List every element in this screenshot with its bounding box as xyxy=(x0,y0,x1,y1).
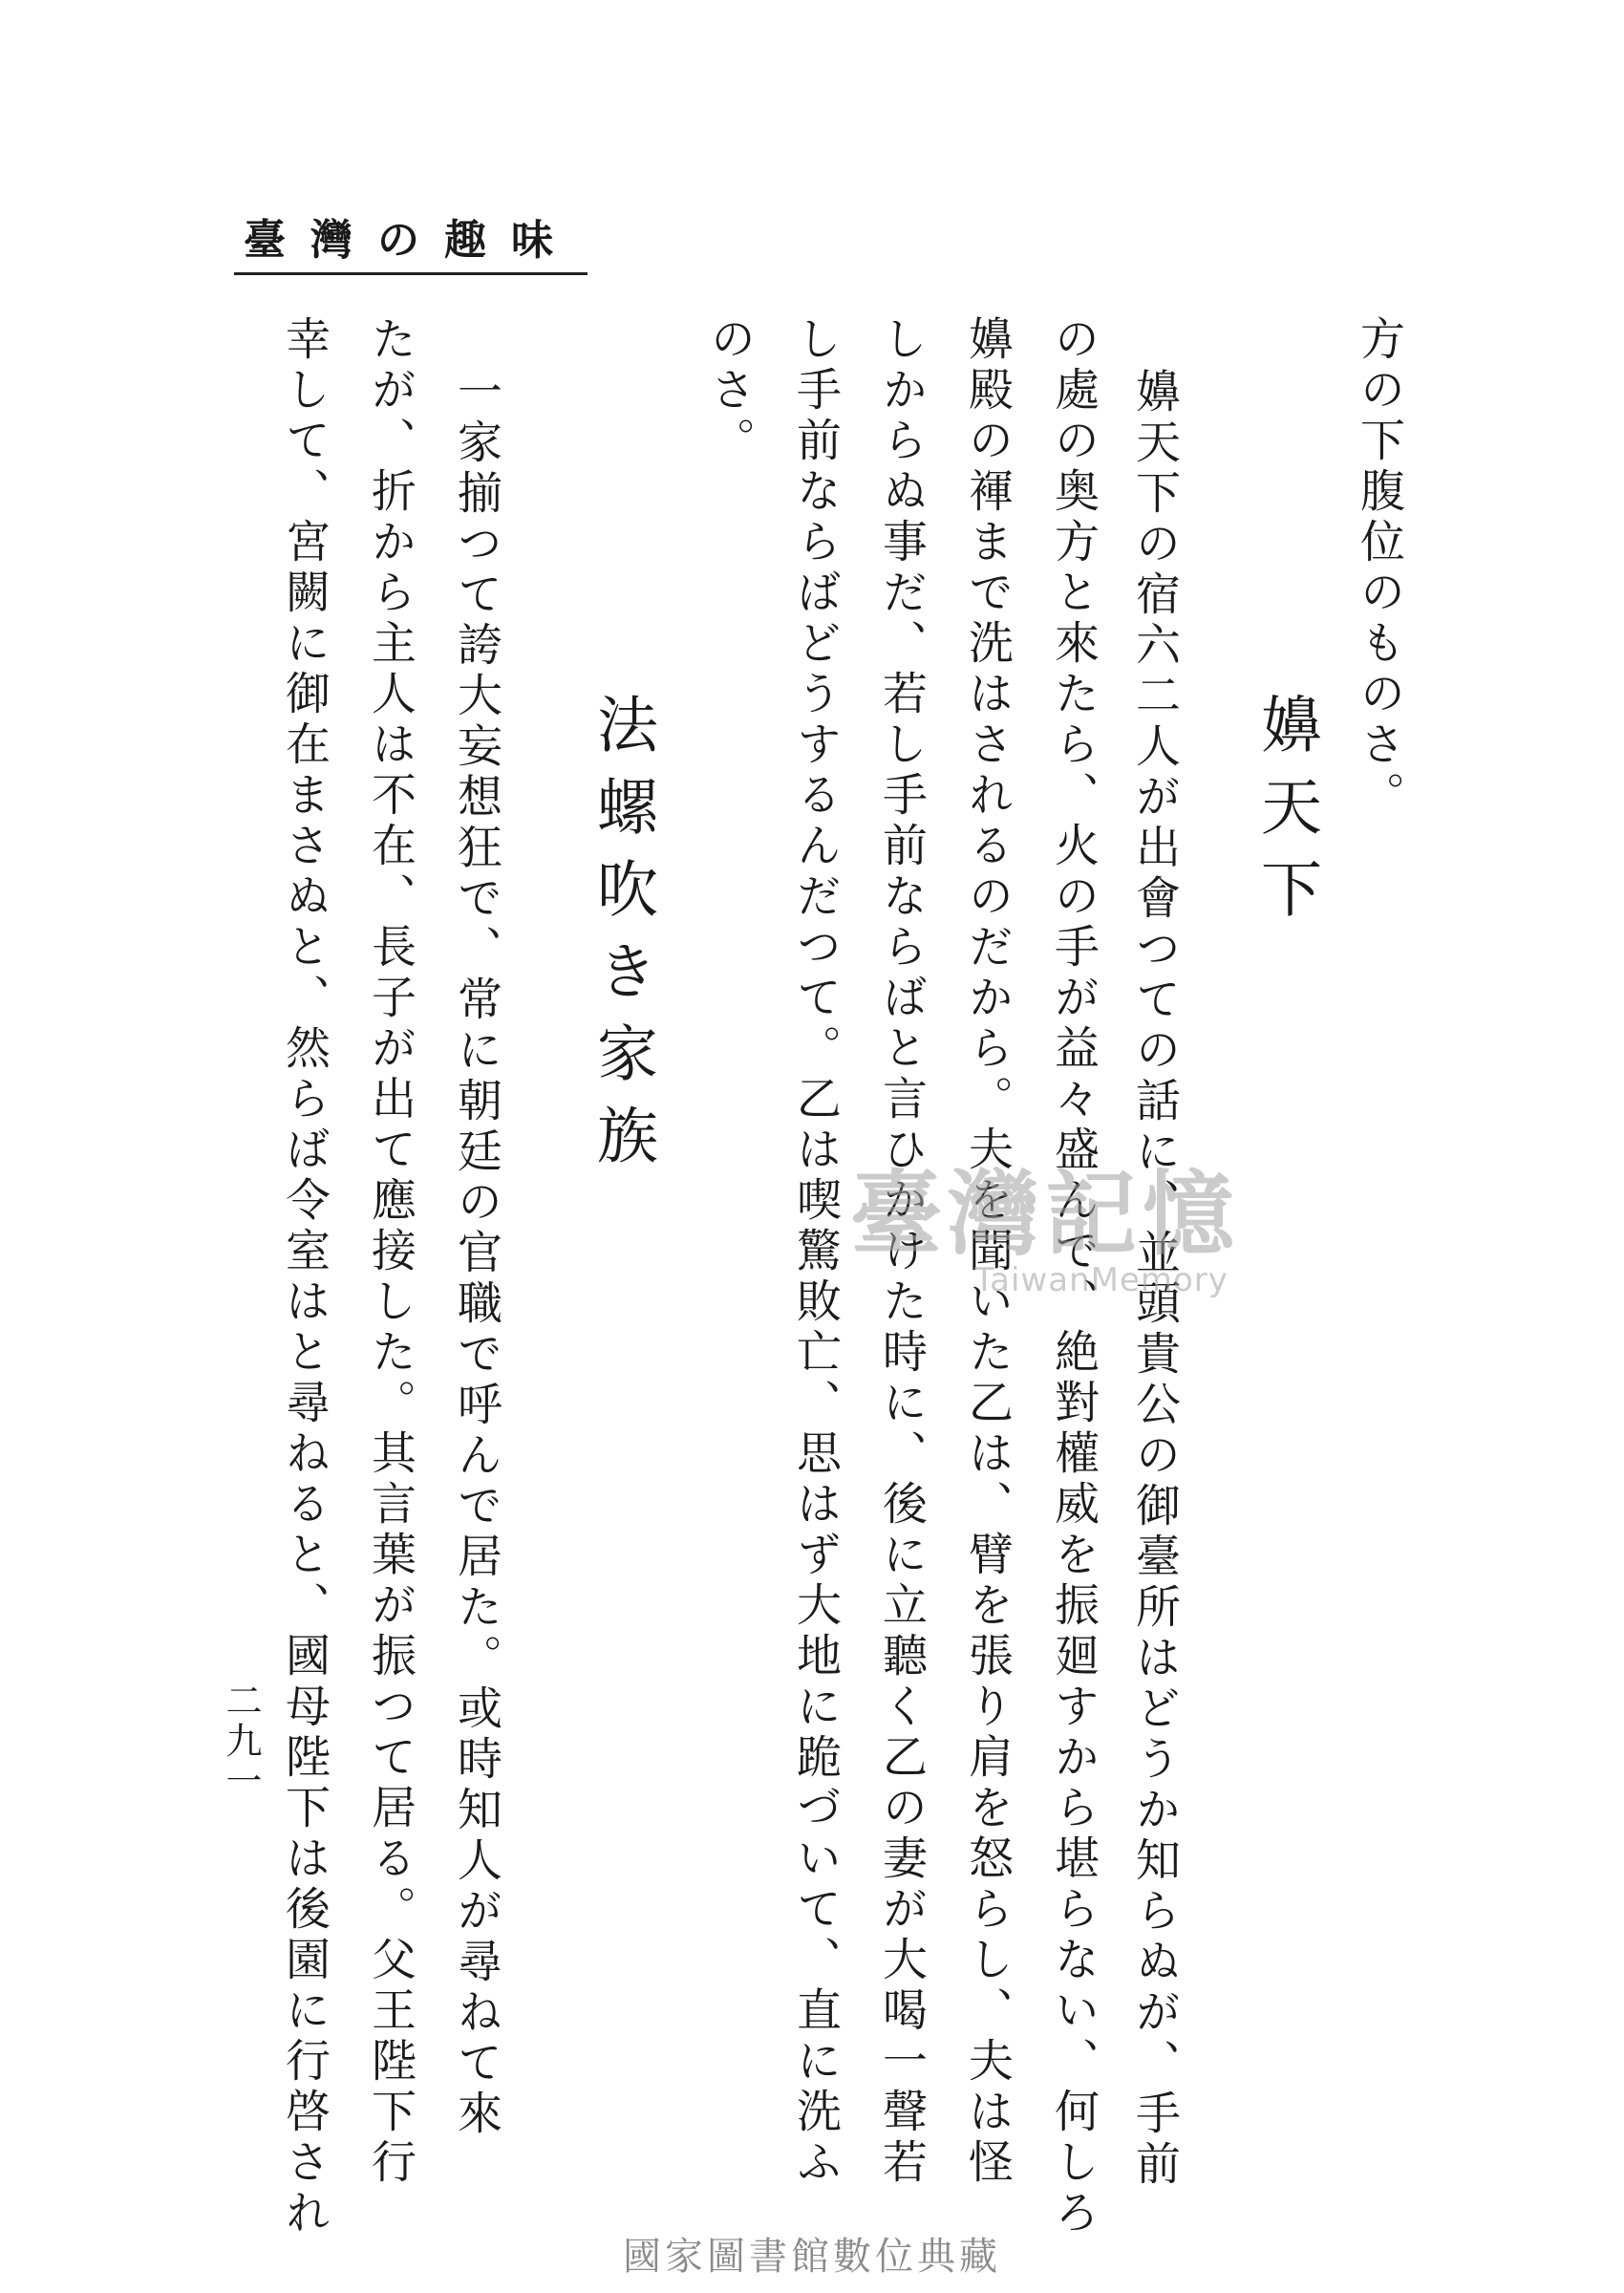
footer-credit: 國家圖書館數位典藏 xyxy=(623,2235,1001,2279)
text-line: 一家揃つて誇大妄想狂で、常に朝廷の官職で呼んで居た。或時知人が尋ねて來 xyxy=(450,368,502,2140)
section-title-kakaa-denka: 嬶天下 xyxy=(1250,693,1321,939)
text-line: 幸して、宮闕に御在まさぬと、然らば令室はと尋ねると、國母陛下は後園に行啓され xyxy=(278,315,331,2239)
text-line: し手前ならばどうするんだつて。乙は喫驚敗亡、思はず大地に跪づいて、直に洗ふ xyxy=(789,315,842,2189)
page-number: 二九一 xyxy=(220,1682,262,1802)
text-line: 嬶殿の褌まで洗はされるのだから。夫を聞いた乙は、臂を張り肩を怒らし、夫は怪 xyxy=(961,315,1014,2189)
text-line: 嬶天下の宿六二人が出會つての話に、並頭貴公の御臺所はどうか知らぬが、手前 xyxy=(1128,368,1181,2191)
prev-entry-tail: 方の下腹位のものさ。 xyxy=(1353,315,1405,822)
text-line: しからぬ事だ、若し手前ならばと言ひかけた時に、後に立聽く乙の妻が大喝一聲若 xyxy=(875,315,928,2189)
watermark-main-text: 臺灣記憶 xyxy=(850,1161,1240,1268)
header-rule xyxy=(234,272,588,275)
section-title-horafuki-kazoku: 法螺吹き家族 xyxy=(587,693,657,1186)
watermark-sub-text: TaiwanMemory xyxy=(974,1261,1229,1299)
running-head: 臺灣の趣味 xyxy=(244,216,578,265)
text-line: のさ。 xyxy=(703,315,756,467)
text-line: たが、折から主人は不在、長子が出て應接した。其言葉が振つて居る。父王陛下行 xyxy=(364,315,417,2189)
text-line: の處の奥方と來たら、火の手が益々盛んで、絶對權威を振廻すから堪らない、何しろ xyxy=(1047,315,1100,2239)
